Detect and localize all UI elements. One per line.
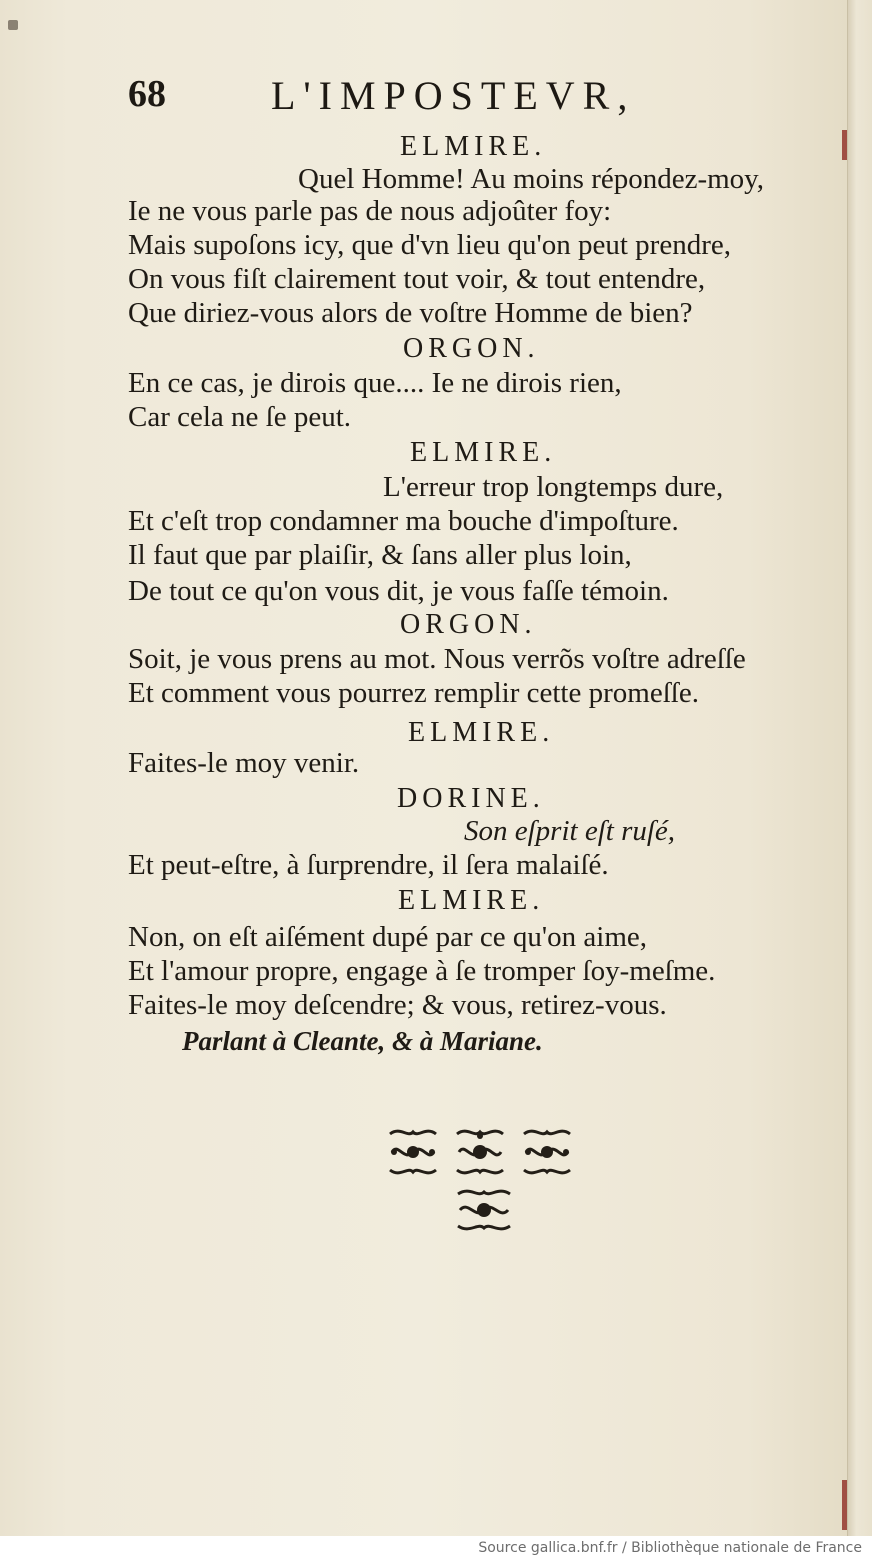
page-edge-mark <box>842 130 847 160</box>
verse-line: Et c'eſt trop condamner ma bouche d'impoſture. <box>128 505 679 537</box>
fleuron-ornament-icon <box>384 1124 442 1180</box>
ornament-row <box>384 1124 576 1180</box>
speaker-heading: DORINE. <box>397 783 545 814</box>
source-credit: Source gallica.bnf.fr / Bibliothèque nationale de France <box>478 1540 862 1556</box>
verse-line: Non, on eſt aiſément dupé par ce qu'on aime, <box>128 921 647 953</box>
fleuron-ornament-icon <box>518 1124 576 1180</box>
fleuron-ornament-icon <box>451 1124 509 1180</box>
verse-line: Et comment vous pourrez remplir cette promeſſe. <box>128 677 699 709</box>
speaker-heading: ORGON. <box>400 609 537 640</box>
speaker-heading: ELMIRE. <box>408 717 555 748</box>
verse-line: En ce cas, je dirois que.... Ie ne dirois rien, <box>128 367 622 399</box>
verse-line: Il faut que par plaiſir, & ſans aller plus loin, <box>128 539 632 571</box>
verse-line: Faites-le moy deſcendre; & vous, retirez-vous. <box>128 989 667 1021</box>
verse-line: De tout ce qu'on vous dit, je vous faſſe témoin. <box>128 575 669 607</box>
fleuron-ornament-icon <box>452 1186 516 1234</box>
page-edge-mark <box>842 1480 847 1530</box>
verse-line: Que diriez-vous alors de voſtre Homme de bien? <box>128 297 693 329</box>
speaker-heading: ORGON. <box>403 333 540 364</box>
verse-line: Car cela ne ſe peut. <box>128 401 352 433</box>
verse-line: On vous fiſt clairement tout voir, & tout entendre, <box>128 263 706 295</box>
verse-line: Ie ne vous parle pas de nous adjoûter foy: <box>128 195 612 227</box>
page-number: 68 <box>128 73 166 115</box>
running-title: L'IMPOSTEVR, <box>271 73 636 118</box>
verse-line: Mais supoſons icy, que d'vn lieu qu'on peut prendre, <box>128 229 731 261</box>
page-header <box>128 70 828 124</box>
verse-line: Soit, je vous prens au mot. Nous verrõs voſtre adreſſe <box>128 643 746 675</box>
speaker-heading: ELMIRE. <box>398 885 545 916</box>
verse-line: Son eſprit eſt ruſé, <box>464 815 676 847</box>
verse-line: Quel Homme! Au moins répondez-moy, <box>298 163 765 195</box>
bleed-mark <box>8 20 18 30</box>
stage-direction: Parlant à Cleante, & à Mariane. <box>182 1026 543 1056</box>
verse-line: Et peut-eſtre, à ſurprendre, il ſera malaiſé. <box>128 849 609 881</box>
verse-line: Faites-le moy venir. <box>128 747 360 779</box>
adjacent-page-edge <box>847 0 872 1536</box>
speaker-heading: ELMIRE. <box>400 131 547 162</box>
verse-line: Et l'amour propre, engage à ſe tromper ſoy-meſme. <box>128 955 716 987</box>
verse-line: L'erreur trop longtemps dure, <box>383 471 724 503</box>
speaker-heading: ELMIRE. <box>410 437 557 468</box>
